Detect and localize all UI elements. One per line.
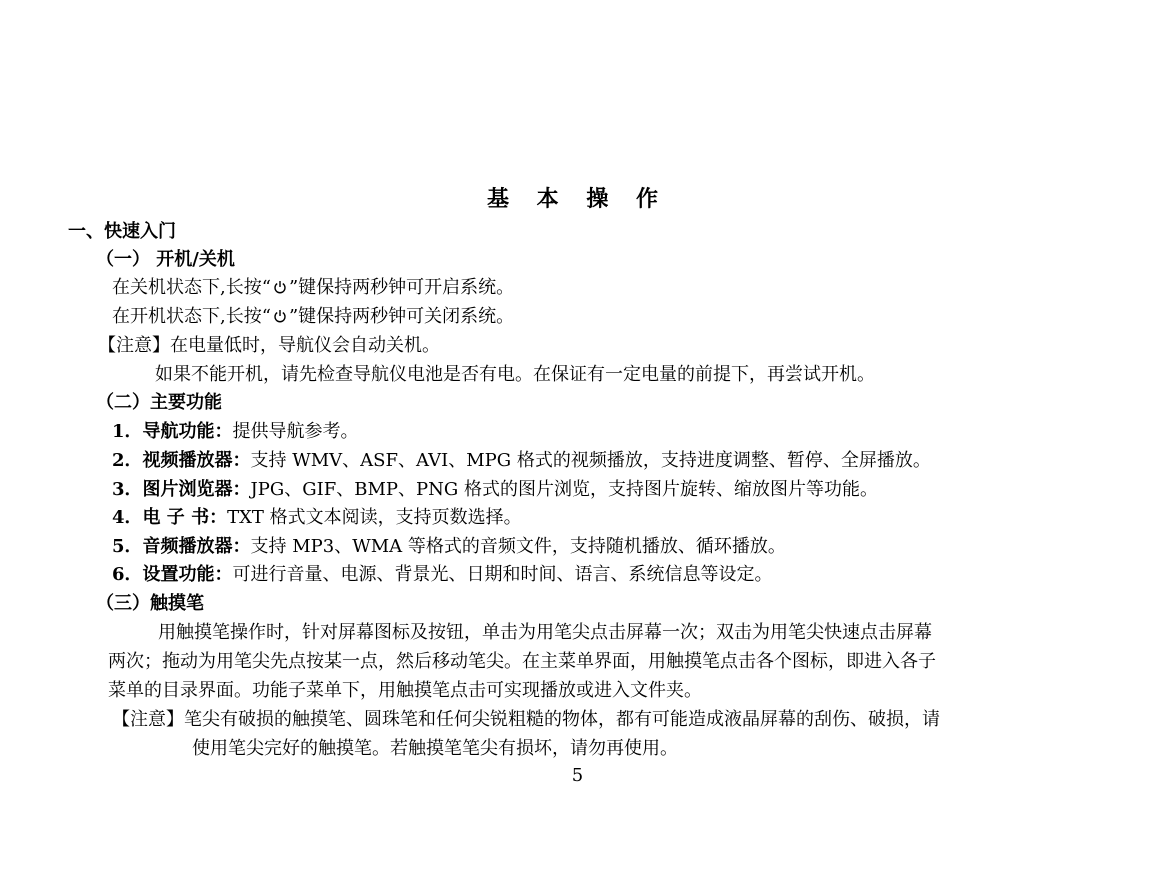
section-heading-quick-start: 一、快速入门 [68, 221, 176, 242]
note-text: 在电量低时，导航仪会自动关机。 [170, 335, 440, 356]
function-number: 2． [112, 450, 143, 471]
power-on-text-pre: 在关机状态下,长按“ [112, 277, 271, 298]
function-item [112, 449, 931, 473]
function-item [112, 563, 773, 587]
stylus-note-continued: 使用笔尖完好的触摸笔。若触摸笔笔尖有损坏，请勿再使用。 [192, 738, 678, 759]
power-on-text-post: ”键保持两秒钟可开启系统。 [288, 277, 515, 298]
function-desc: JPG、GIF、BMP、PNG 格式的图片浏览，支持图片旋转、缩放图片等功能。 [250, 479, 878, 500]
page-title: 基 本 操 作 [487, 186, 668, 212]
power-on-instruction [112, 276, 514, 300]
note-label: 【注意】 [98, 335, 170, 356]
function-name: 视频播放器： [142, 450, 251, 471]
stylus-note-text: 笔尖有破损的触摸笔、圆珠笔和任何尖锐粗糙的物体，都有可能造成液晶屏幕的刮伤、破损，请 [184, 709, 940, 730]
function-desc: TXT 格式文本阅读，支持页数选择。 [227, 507, 522, 528]
power-icon [273, 280, 287, 294]
function-item [112, 478, 878, 502]
power-note [98, 334, 440, 358]
function-number: 4． [112, 507, 143, 528]
function-name: 音频播放器： [142, 536, 251, 557]
subsection-heading-stylus: （三）触摸笔 [96, 593, 204, 614]
function-number: 6． [112, 564, 143, 585]
function-desc: 可进行音量、电源、背景光、日期和时间、语言、系统信息等设定。 [232, 564, 773, 585]
note-label: 【注意】 [112, 709, 184, 730]
stylus-paragraph-line: 菜单的目录界面。功能子菜单下，用触摸笔点击可实现播放或进入文件夹。 [108, 680, 702, 701]
stylus-note [112, 708, 940, 732]
function-item [112, 420, 359, 444]
function-desc: 提供导航参考。 [232, 421, 359, 442]
page-number: 5 [571, 765, 584, 786]
subsection-heading-power: （一） 开机/关机 [96, 249, 235, 270]
power-off-text-pre: 在开机状态下,长按“ [112, 306, 271, 327]
function-number: 1． [112, 421, 143, 442]
stylus-paragraph-line: 两次；拖动为用笔尖先点按某一点，然后移动笔尖。在主菜单界面，用触摸笔点击各个图标，即进入各子 [108, 651, 936, 672]
function-name: 导航功能： [142, 421, 233, 442]
function-name: 电 子 书： [142, 507, 228, 528]
function-desc: 支持 MP3、WMA 等格式的音频文件，支持随机播放、循环播放。 [250, 536, 786, 557]
power-off-instruction [112, 305, 514, 329]
function-name: 图片浏览器： [142, 479, 251, 500]
function-item [112, 535, 786, 559]
power-icon [273, 309, 287, 323]
function-number: 3． [112, 479, 143, 500]
function-item [112, 506, 522, 530]
function-number: 5． [112, 536, 143, 557]
function-desc: 支持 WMV、ASF、AVI、MPG 格式的视频播放，支持进度调整、暂停、全屏播放。 [250, 450, 931, 471]
stylus-paragraph-line: 用触摸笔操作时，针对屏幕图标及按钮，单击为用笔尖点击屏幕一次；双击为用笔尖快速点击屏幕 [158, 622, 932, 643]
function-name: 设置功能： [142, 564, 233, 585]
power-off-text-post: ”键保持两秒钟可关闭系统。 [288, 306, 515, 327]
power-note-continued: 如果不能开机，请先检查导航仪电池是否有电。在保证有一定电量的前提下，再尝试开机。 [155, 364, 875, 385]
subsection-heading-functions: （二）主要功能 [96, 392, 222, 413]
